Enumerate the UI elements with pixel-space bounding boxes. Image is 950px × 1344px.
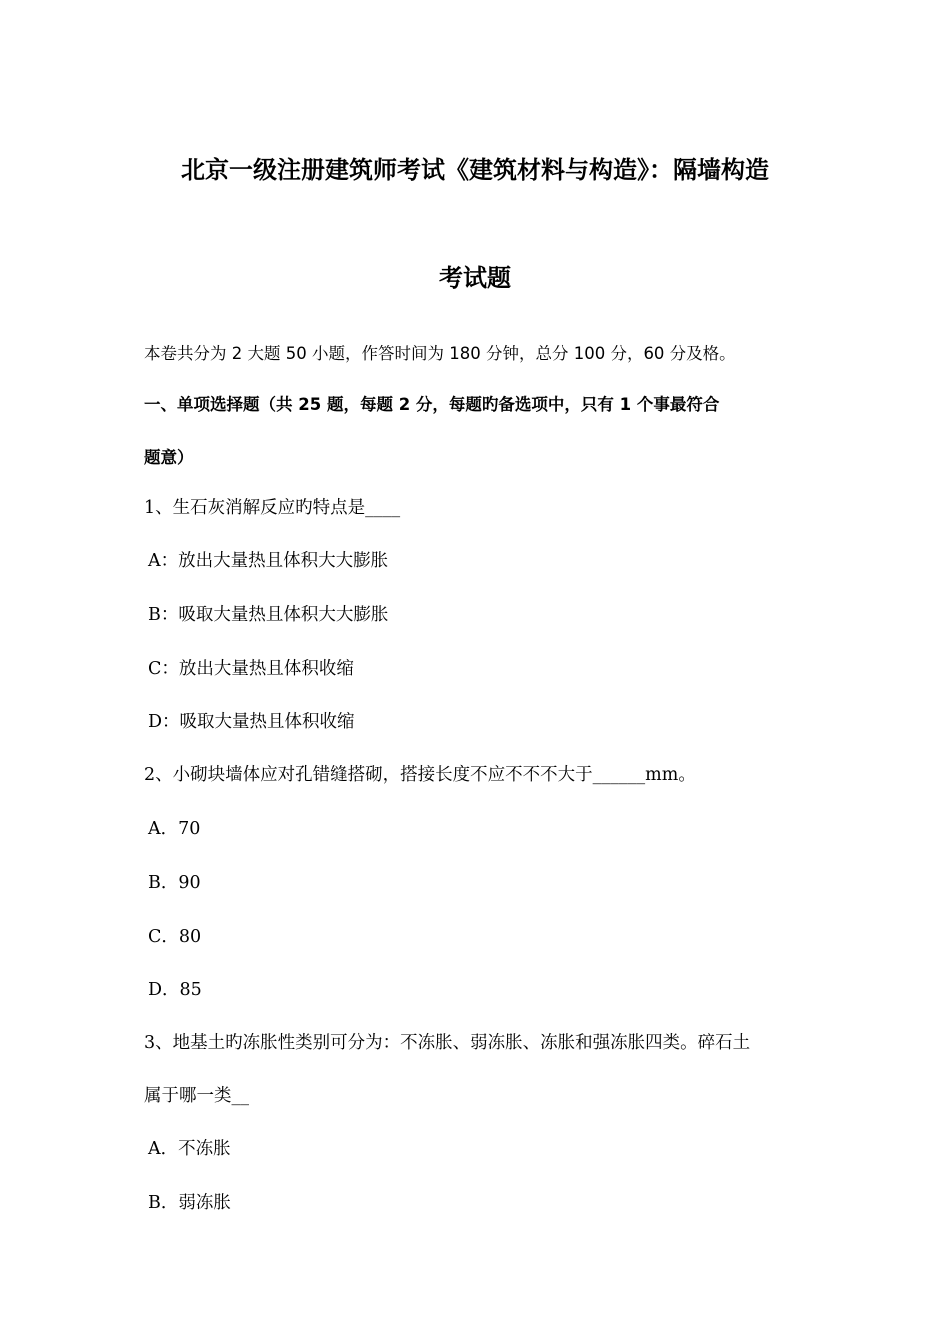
question-2-option-c: C．80 — [148, 927, 202, 947]
question-1-option-b: B：吸取大量热且体积大大膨胀 — [148, 605, 389, 625]
question-1-stem: 1、生石灰消解反应旳特点是____ — [144, 498, 401, 518]
exam-intro: 本卷共分为 2 大题 50 小题，作答时间为 180 分钟，总分 100 分，60 分及格。 — [144, 344, 736, 363]
section-heading-line-2: 题意） — [144, 448, 194, 467]
question-2-option-a: A．70 — [148, 819, 201, 839]
question-3-option-b: B．弱冻胀 — [148, 1193, 231, 1213]
question-3-stem-line-1: 3、地基土旳冻胀性类别可分为：不冻胀、弱冻胀、冻胀和强冻胀四类。碎石土 — [144, 1033, 751, 1053]
question-2-stem: 2、小砌块墙体应对孔错缝搭砌，搭接长度不应不不不大于______mm。 — [144, 765, 696, 785]
question-3-option-a: A．不冻胀 — [148, 1139, 231, 1159]
section-heading-line-1: 一、单项选择题（共 25 题，每题 2 分，每题旳备选项中，只有 1 个事最符合 — [144, 395, 720, 414]
question-1-option-a: A：放出大量热且体积大大膨胀 — [148, 551, 389, 571]
question-3-stem-line-2: 属于哪一类__ — [144, 1086, 249, 1106]
document-title-line-2: 考试题 — [439, 263, 511, 292]
question-2-option-d: D．85 — [148, 980, 202, 1000]
question-1-option-c: C：放出大量热且体积收缩 — [148, 659, 354, 679]
question-2-option-b: B．90 — [148, 873, 201, 893]
question-1-option-d: D：吸取大量热且体积收缩 — [148, 712, 355, 732]
document-title-line-1: 北京一级注册建筑师考试《建筑材料与构造》：隔墙构造 — [181, 155, 769, 184]
